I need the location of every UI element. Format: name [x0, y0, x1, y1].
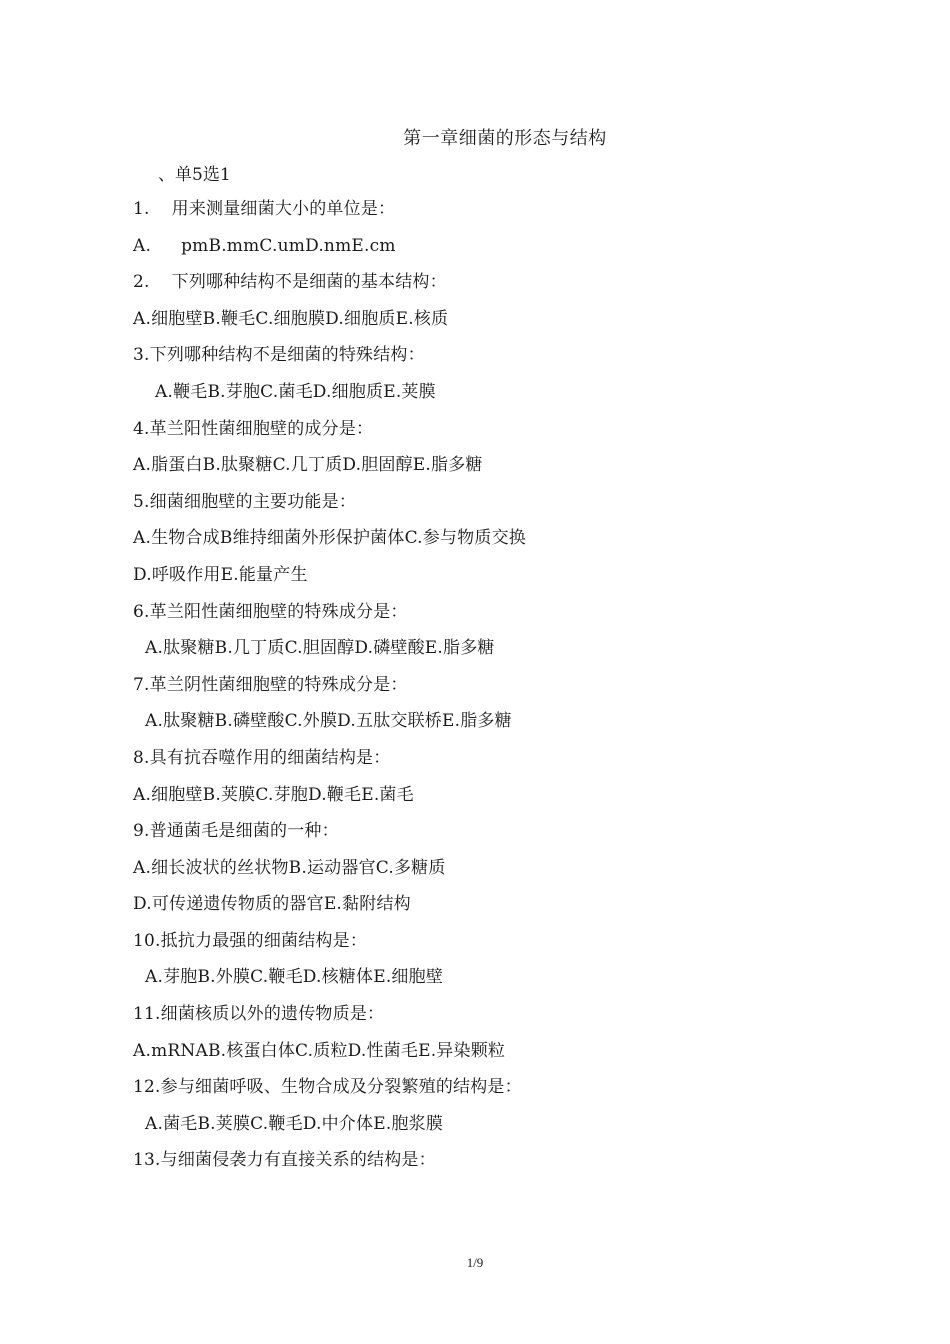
question-line [133, 1002, 813, 1039]
line-text: A.芽胞B.外膜C.鞭毛D.核糖体E.细胞壁 [145, 967, 444, 988]
line-text: 7.革兰阴性菌细胞壁的特殊成分是： [133, 674, 408, 695]
line-text: 下列哪种结构不是细菌的基本结构： [171, 272, 447, 293]
option-line [133, 234, 813, 271]
line-text: A.细胞壁B.荚膜C.芽胞D.鞭毛E.菌毛 [133, 784, 414, 805]
line-text: D.可传递遗传物质的器官E.黏附结构 [133, 894, 411, 915]
option-line [133, 380, 813, 417]
line-text: 13.与细菌侵袭力有直接关系的结构是： [133, 1150, 436, 1171]
line-text: 6.革兰阳性菌细胞壁的特殊成分是： [133, 601, 408, 622]
section-heading: 、单5选1 [158, 165, 231, 185]
line-text: pmB.mmC.umD.nmE.cm [181, 235, 396, 256]
line-text: A.菌毛B.荚膜C.鞭毛D.中介体E.胞浆膜 [145, 1113, 444, 1134]
question-line [133, 929, 813, 966]
line-text: 12.参与细菌呼吸、生物合成及分裂繁殖的结构是： [133, 1077, 522, 1098]
question-line [133, 1075, 813, 1112]
question-line [133, 746, 813, 783]
question-line [133, 490, 813, 527]
line-text: A.细胞壁B.鞭毛C.细胞膜D.细胞质E.核质 [133, 308, 449, 329]
option-line [133, 1112, 813, 1149]
item-number: A. [133, 235, 152, 256]
line-text: A.鞭毛B.芽胞C.菌毛D.细胞质E.荚膜 [155, 381, 436, 402]
option-line [133, 307, 813, 344]
line-text: A.mRNAB.核蛋白体C.质粒D.性菌毛E.异染颗粒 [133, 1040, 506, 1061]
line-text: 8.具有抗吞噬作用的细菌结构是： [133, 747, 391, 768]
line-text: A.肽聚糖B.磷壁酸C.外膜D.五肽交联桥E.脂多糖 [145, 711, 512, 732]
option-line [133, 1039, 813, 1076]
option-line [133, 453, 813, 490]
option-line [133, 709, 813, 746]
line-text: A.生物合成B维持细菌外形保护菌体C.参与物质交换 [133, 528, 526, 549]
question-line [133, 343, 813, 380]
line-text: 用来测量细菌大小的单位是： [171, 199, 396, 219]
page-number: 1/9 [466, 1255, 484, 1270]
question-line [133, 197, 813, 234]
question-line [133, 417, 813, 454]
option-line [133, 526, 813, 563]
line-text: 3.下列哪种结构不是细菌的特殊结构： [133, 345, 425, 366]
line-text: 5.细菌细胞壁的主要功能是： [133, 491, 357, 512]
option-line [133, 783, 813, 820]
item-number: 2. [133, 272, 150, 293]
option-line [133, 856, 813, 893]
option-line [133, 563, 813, 600]
question-line [133, 819, 813, 856]
question-line [133, 270, 813, 307]
line-text: 4.革兰阳性菌细胞壁的成分是： [133, 418, 374, 439]
question-list [133, 197, 813, 1185]
line-text: A.肽聚糖B.几丁质C.胆固醇D.磷壁酸E.脂多糖 [145, 638, 495, 659]
line-text: A.细长波状的丝状物B.运动器官C.多糖质 [133, 857, 446, 878]
line-text: 11.细菌核质以外的遗传物质是： [133, 1004, 385, 1025]
page-title: 第一章细菌的形态与结构 [403, 128, 607, 149]
line-text: D.呼吸作用E.能量产生 [133, 564, 308, 585]
question-line [133, 600, 813, 637]
line-text: 10.抵抗力最强的细菌结构是： [133, 930, 368, 951]
option-line [133, 636, 813, 673]
question-line [133, 673, 813, 710]
item-number: 1. [133, 199, 150, 219]
line-text: 9.普通菌毛是细菌的一种： [133, 821, 339, 842]
question-line [133, 1148, 813, 1185]
option-line [133, 965, 813, 1002]
line-text: A.脂蛋白B.肽聚糖C.几丁质D.胆固醇E.脂多糖 [133, 455, 483, 476]
option-line [133, 892, 813, 929]
